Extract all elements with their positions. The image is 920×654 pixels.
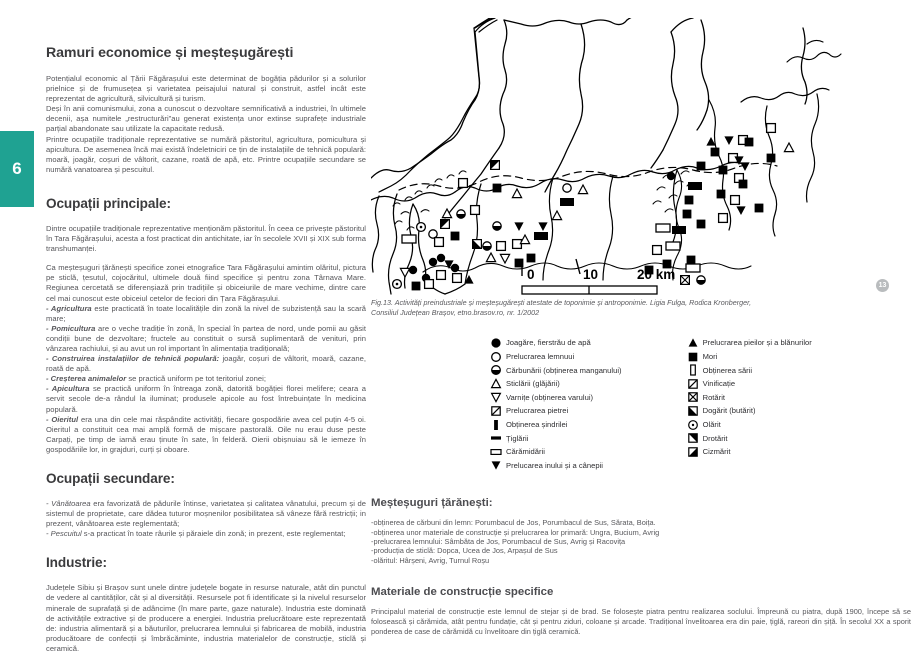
legend-label: Joagăre, fierstrău de apă [506,338,591,348]
paragraph-mestesuguri: Ca meșteșuguri țărănești specifice zonei etnografice Tara Făgărașului amintim olăritul, pictura pe sticlă, țesutul, cojocăritul, ultimele două fiind specifice și pentru zona Târnava Mare. Regiunea cercetată se diferenșiază prin tradițiile și obiceiurile de mare vechime, dintre care cel mai cunoscut este obiceiul cetelor de feciori din Țara Făgărașului. [46,263,366,303]
legend-column-2 [683,336,812,472]
legend-item [683,418,812,432]
circle-dot-icon [683,419,703,431]
term-cresterea-animalelor: - Creșterea animalelor [46,374,127,384]
term-apicultura: - Apicultura [46,384,90,394]
legend-label: Prelucrarea pietrei [506,406,569,416]
paragraph-intro-2: Deși în anii comunismului, zona a cunoscut o dezvoltare semnificativă a industriei, în ultimele decenii, așa numitele „restructurări”au generat existența unor extinse suprafețe industriale parțial abandonate sau utilizate la capacitate redusă. [46,104,366,134]
filled-vertical-bar-icon [486,419,506,431]
open-circle-icon [486,351,506,363]
text-pescuitul: s-a practicat în toate râurile și păraiele din zonă; in prezent, este reglementat; [81,529,346,539]
legend-item [486,418,622,432]
heading-ramuri-economice: Ramuri economice și meșteșugărești [46,45,294,61]
heading-mestesuguri-taranesti: Meșteșuguri țărănești: [371,497,493,510]
text-oieritul: era una din cele mai răspândite activități, fiecare gospodărie avea cel puțin 4-5 oi. Oieritul a constituit cea mai amplă formă de mișcare pastorală. Oile nu erau duse peste Carpați, pe timp de iarnă erau ținute în sate, în felderă. Oierii obișnuiau să le iemeze în gospodăriile lor, in grajduri, curți și oboare. [46,414,367,454]
page-number-label: 6 [12,159,22,178]
legend-label: Olărit [702,420,721,430]
half-filled-circle-icon [486,364,506,376]
legend-label: Obținerea șindrilei [506,420,568,430]
crafts-line: -prelucrarea lemnului: Sâmbăta de Jos, Porumbacul de Sus, Avrig și Racovița [371,536,626,546]
legend-item [486,391,622,405]
heading-materiale-constructie: Materiale de construcție specifice [371,586,554,599]
left-text-column [46,45,366,654]
square-half-lower-left-icon [683,405,703,417]
legend-label: Cărbunării (obținerea manganului) [506,365,622,375]
paragraph-intro-3: Printre ocupațiile tradiționale reprezentative se numără păstoritul, agricultura, pomicultura și apicultura. De asemenea încă mai există îndeletniciri ce țin de instalațiile de tehnică populară: moară, joagăr, coșuri de vâltorit, cazane, roată de apă, etc. Printre ocupațiile secundare se numără vanatoarea și pescuitul. [46,134,366,174]
text-cresterea-animalelor: se practică uniform pe tot teritoriul zonei; [126,374,266,384]
legend-label: Țiglării [506,433,529,443]
legend-item [683,377,812,391]
right-figure-column [371,18,911,636]
legend-label: Prelucarea inului și a cânepii [506,460,603,470]
legend-item [683,350,812,364]
filled-triangle-down-icon [486,459,506,471]
legend-column-1 [486,336,622,472]
open-vertical-rectangle-icon [683,364,703,376]
legend-item [486,404,622,418]
open-triangle-up-icon [486,378,506,390]
legend-item [486,459,622,473]
legend-label: Cizmărit [702,447,731,457]
legend-item [683,391,812,405]
paragraph-industrie: Județele Sibiu și Brașov sunt unele dintre județele bogate in resurse naturale, atât din punctul de vedere al cantităților, cât și al diversității. Resursele pot fi identificate și la nivelul resurselor minerale de suprafață și de adâncime (în mare parte, gaze naturale). Industria este dominată de activitățile extractive și de producere a energiei. Industria prelucrătoare este reprezentată de: industria alimentară și a băuturilor, prelucrarea lemnului și fabricarea de mobilă, industria producătoare de confecții și îmbrăcăminte, industria materialelor de construcție, sticlă și ceramică. [46,583,366,653]
filled-horizontal-bar-icon [486,432,506,444]
map-figure [371,18,911,296]
list-item-oieritul [46,415,366,455]
heading-industrie: Industrie: [46,555,107,571]
crafts-line: -producția de sticlă: Dopca, Ucea de Jos, Arpașul de Sus [371,546,558,556]
map-legend [371,336,911,472]
square-half-diagonal-icon [683,446,703,458]
scale-label-20: 20 km [637,267,676,282]
list-item-agricultura [46,304,366,324]
list-item-vanatoarea [46,499,366,529]
page-number-tab [0,131,34,207]
term-oieritul: - Oieritul [46,414,79,424]
figure-caption-line-1: Fig.13. Activități preindustriale și meșteșugărești atestate de toponimie și antroponimie. Ligia Fulga, Rodica Kronberger, [371,298,752,307]
figure-caption-line-2: Consiliul Județean Brașov, etno.brasov.ro, nr. 1/2002 [371,307,540,317]
heading-ocupatii-principale: Ocupații principale: [46,195,171,211]
legend-label: Mori [702,352,718,362]
legend-label: Rotărit [702,392,726,402]
list-item-cresterea-animalelor [46,374,366,384]
legend-item [486,431,622,445]
filled-square-icon [683,351,703,363]
legend-label: Varnițe (obținerea varului) [506,392,594,402]
materials-section [371,586,911,636]
text-vanatoarea: era favorizată de pădurile întinse, varietatea și calitatea vânatului, precum și de sistemul de proprietate, care dădea tuturor moșnenilor posibilitatea să vâneze fără restricții; in prezent, vânătoarea este reglementată; [46,499,366,529]
crafts-section [371,497,911,565]
term-pomicultura: - Pomicultura [46,323,96,333]
materials-paragraph: Principalul material de construcție este lemnul de stejar și de brad. Se folosește piatra pentru realizarea soclului. Împreună cu piatra, după 1900, începe să se folosească și cărămida, atât pentru fundație, cât și pentru ziduri, coloane și arcade. Tradițional învelitoarea era din paie, țiglă, rareori din șiță. În secolul XX a sporit ponderea de case de cărămidă cu învelitoare din țiglă ceramică. [371,607,911,636]
figure-caption [371,298,911,317]
scale-label-0: 0 [527,267,535,282]
crafts-line: -obținerea de cărbuni din lemn: Porumbacul de Jos, Porumbacul de Sus, Sărata, Boița. [371,518,656,528]
list-item-pescuitul [46,529,366,539]
square-slash-icon [683,378,703,390]
legend-item [683,404,812,418]
term-construirea: - Construirea instalațiilor de tehnică populară: [46,354,220,364]
open-rectangle-icon [486,446,506,458]
map-figure-badge [876,279,889,292]
text-agricultura: este practicată în toate localitățile din zonă la nivel de subzistență sau la scară mare; [46,303,366,323]
scale-label-10: 10 [583,267,599,282]
square-backslash-icon [486,405,506,417]
term-vanatoarea: - Vânătoarea [46,499,91,508]
term-pescuitul: - Pescuitul [46,529,82,539]
legend-label: Cărămidării [506,447,545,457]
legend-item [683,431,812,445]
map-badge-label: 13 [878,282,887,289]
legend-item [486,350,622,364]
legend-item [486,445,622,459]
paragraph-intro-1: Potențialul economic al Țării Făgărașului este determinat de bogăția pădurilor și a solurilor prielnice și de frumusețea și varietatea peisajului natural și construit, astfel incât este reprezentat de agricultură, silvicultură și turism. [46,74,366,104]
legend-item [486,377,622,391]
square-x-icon [683,391,703,403]
heading-ocupatii-secundare: Ocupații secundare: [46,471,175,486]
legend-label: Obținerea sării [702,365,753,375]
crafts-line: -obținerea unor materiale de construcție și prelucrarea lor primară: Ungra, Bucium, Avrig [371,527,660,537]
legend-label: Prelucrarea lemnuui [506,352,575,362]
text-construirea: joagăr, coșuri de vâltorit, moară, cazane, roată de apă. [46,354,366,374]
text-pomicultura: are o veche tradiție în zonă, în special în partea de nord, unde pomii au găsit condiții bune de dezvoltare; fructele au constituit o sursă suplimentară de venituri, prin vânzarea rachiului, și au avut un rol important în alimentația tradițională; [46,323,367,353]
paragraph-ocupatii-principale: Dintre ocupațiile tradiționale reprezentative menționăm păstoritul. În ceea ce privește păstoritul în Tara Făgărașului, acesta a fost practicat din antichitate, iar în secolele XVII și XIX sub forma transhumanței. [46,223,366,254]
text-apicultura: se practică uniform în întreaga zonă, datorită bogăției florei melifere; ceara a servit secole de-a rândul la iluminat; produsele apicole au fost întrebuințate în medicina populară. [46,384,366,414]
map-svg [371,18,911,296]
filled-triangle-up-icon [683,337,703,349]
square-half-upper-right-icon [683,432,703,444]
legend-item [486,336,622,350]
crafts-line: -olăritul: Hârșeni, Avrig, Turnul Roșu [371,555,490,565]
legend-item [683,445,812,459]
legend-label: Drotărit [702,433,728,443]
legend-label: Sticlării (glăjării) [506,379,560,389]
legend-label: Dogărit (butărit) [702,406,756,416]
list-item-apicultura [46,384,366,414]
open-triangle-down-icon [486,391,506,403]
filled-circle-icon [486,337,506,349]
legend-item [683,363,812,377]
legend-label: Vinificație [702,379,736,389]
list-item-construirea [46,354,366,374]
list-item-pomicultura [46,324,366,354]
legend-item [486,363,622,377]
legend-item [683,336,812,350]
term-agricultura: - Agricultura [46,303,92,313]
legend-label: Prelucrarea pieilor și a blănurilor [702,338,812,348]
